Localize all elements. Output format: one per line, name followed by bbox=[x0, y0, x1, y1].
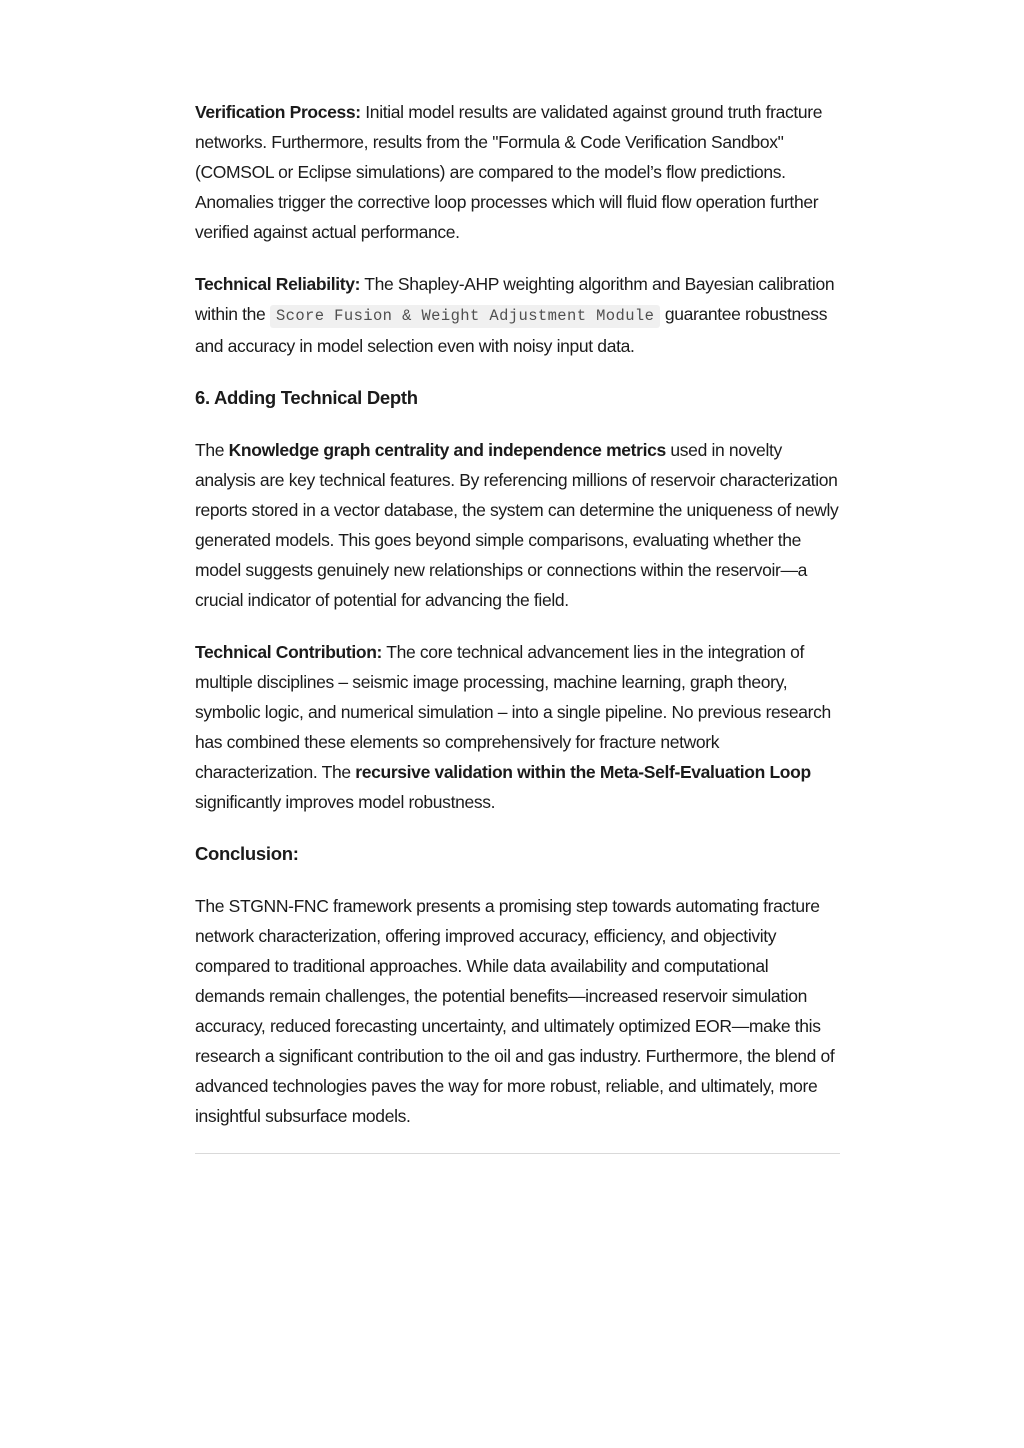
body-text: significantly improves model robustness. bbox=[195, 792, 496, 812]
body-text: The core technical advancement lies in the integration of multiple disciplines – seismic image processing, machine learning, graph theory, symbolic logic, and numerical simulation – into a single pipeline. No previous research has combined these elements so comprehensively for fracture network characterization. The bbox=[195, 642, 831, 782]
body-text: Initial model results are validated against ground truth fracture networks. Furthermore, results from the "Formula & Code Verification Sandbox" (COMSOL or Eclipse simulations) are compared to the model’s flow predictions. Anomalies trigger the corrective loop processes which will fluid flow operation further verified against actual performance. bbox=[195, 102, 823, 242]
paragraph-conclusion bbox=[195, 891, 840, 1131]
body-text: used in novelty analysis are key technical features. By referencing millions of reservoir characterization reports stored in a vector database, the system can determine the uniqueness of newly generated models. This goes beyond simple comparisons, evaluating whether the model suggests genuinely new relationships or connections within the reservoir—a crucial indicator of potential for advancing the field. bbox=[195, 440, 839, 610]
paragraph-verification-process bbox=[195, 97, 840, 247]
heading-conclusion bbox=[195, 839, 840, 869]
bold-text: recursive validation within the Meta-Self-Evaluation Loop bbox=[355, 762, 811, 782]
paragraph-knowledge-graph-metrics bbox=[195, 435, 840, 615]
paragraph-technical-contribution bbox=[195, 637, 840, 817]
bold-text: Conclusion: bbox=[195, 843, 299, 864]
paragraph-technical-reliability bbox=[195, 269, 840, 361]
document-body bbox=[195, 97, 840, 1154]
heading-adding-technical-depth bbox=[195, 383, 840, 413]
bold-text: Technical Reliability: bbox=[195, 274, 361, 294]
bold-text: Verification Process: bbox=[195, 102, 361, 122]
bold-text: 6. Adding Technical Depth bbox=[195, 387, 418, 408]
bold-text: Knowledge graph centrality and independence metrics bbox=[228, 440, 666, 460]
body-text: The Shapley-AHP weighting algorithm and Bayesian calibration within the bbox=[195, 274, 835, 324]
body-text: guarantee robustness and accuracy in model selection even with noisy input data. bbox=[195, 304, 828, 356]
body-text: The bbox=[195, 440, 229, 460]
inline-code: Score Fusion & Weight Adjustment Module bbox=[270, 305, 660, 328]
section-divider bbox=[195, 1153, 840, 1154]
bold-text: Technical Contribution: bbox=[195, 642, 383, 662]
body-text: The STGNN-FNC framework presents a promising step towards automating fracture network characterization, offering improved accuracy, efficiency, and objectivity compared to traditional approaches. While data availability and computational demands remain challenges, the potential benefits—increased reservoir simulation accuracy, reduced forecasting uncertainty, and ultimately optimized EOR—make this research a significant contribution to the oil and gas industry. Furthermore, the blend of advanced technologies paves the way for more robust, reliable, and ultimately, more insightful subsurface models. bbox=[195, 896, 835, 1126]
